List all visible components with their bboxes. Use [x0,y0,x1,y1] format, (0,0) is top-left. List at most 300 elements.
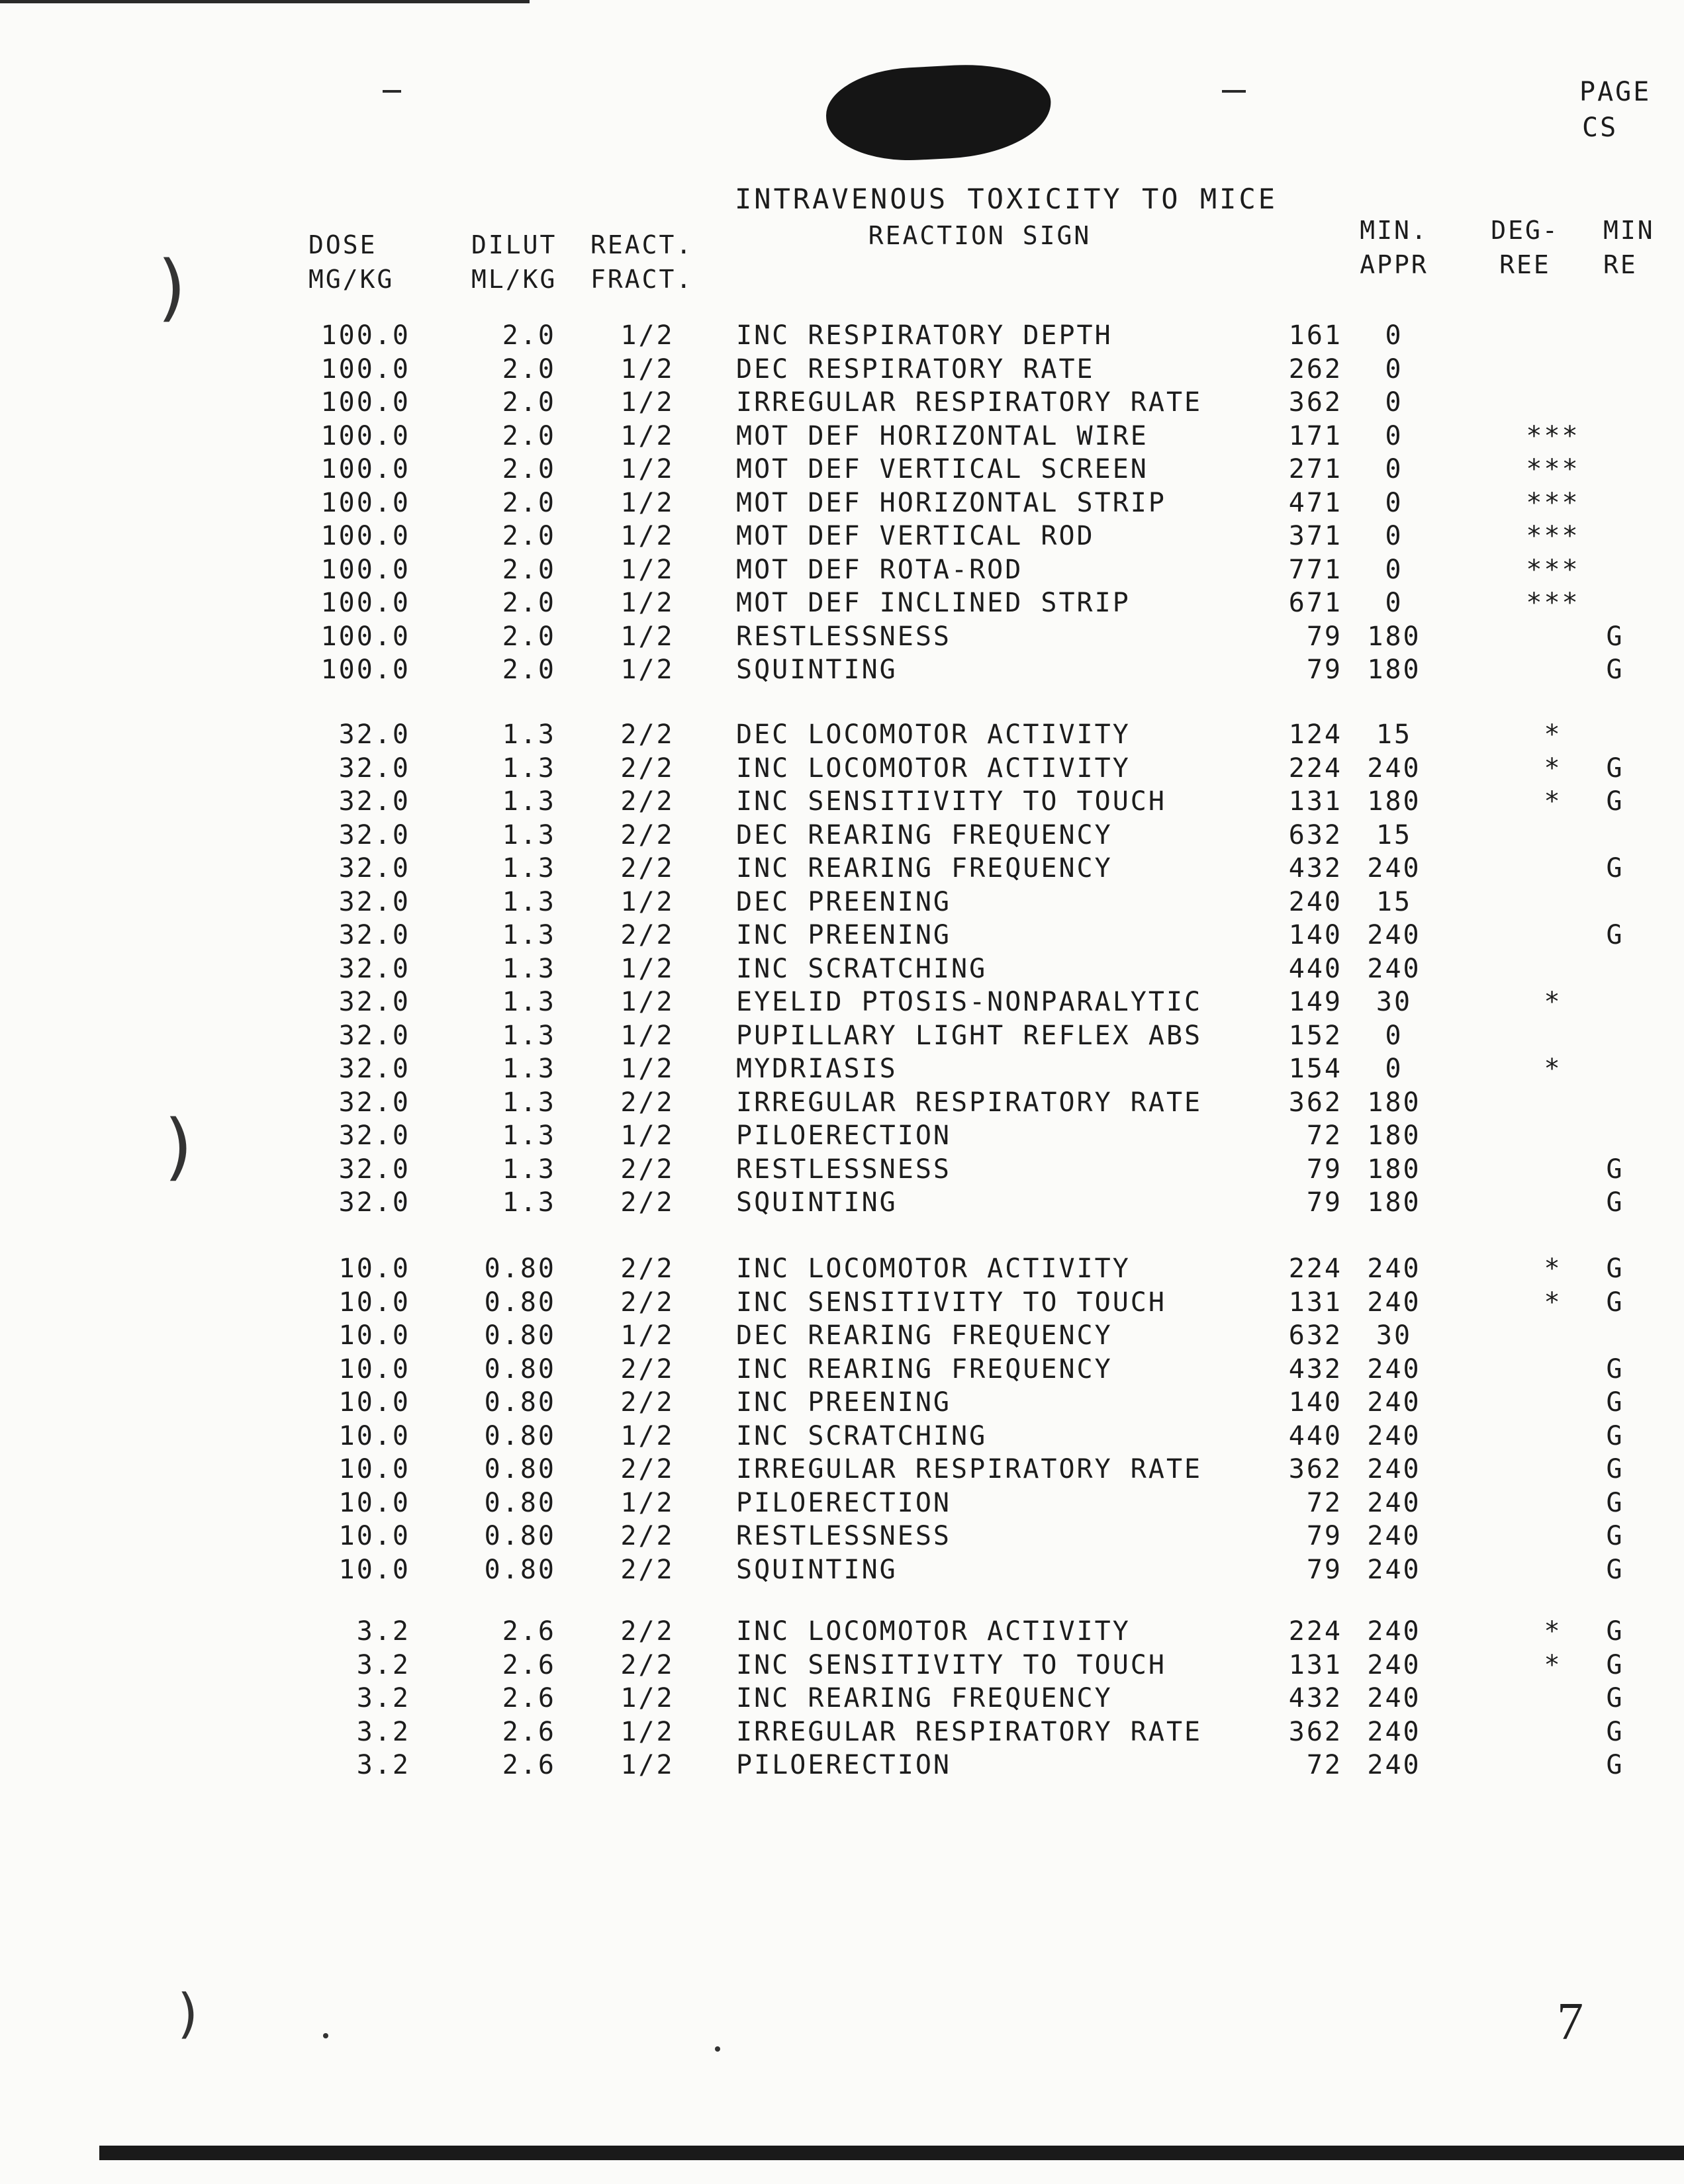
fraction-cell: 2/2 [620,1454,675,1484]
reaction-sign-cell: DEC REARING FREQUENCY [736,1320,1113,1351]
dilution-cell: 1.3 [502,987,556,1017]
flag-cell: G [1606,786,1624,817]
dilution-cell: 2.0 [502,655,556,685]
bottom-rule [99,2146,1684,2160]
flag-cell: G [1606,1454,1624,1484]
dose-cell: 10.0 [338,1554,410,1585]
sign-code-cell: 224 [1288,1253,1342,1284]
minutes-cell: 180 [1367,1154,1421,1185]
degree-cell: * [1544,786,1562,817]
reaction-sign-cell: DEC LOCOMOTOR ACTIVITY [736,719,1131,750]
degree-cell: * [1544,1649,1562,1680]
flag-cell: G [1606,752,1624,784]
sign-code-cell: 171 [1288,420,1342,451]
dose-cell: 10.0 [338,1487,410,1518]
dilution-cell: 1.3 [502,819,556,850]
fraction-cell: 1/2 [620,987,675,1017]
dilution-cell: 1.3 [502,752,556,784]
column-header-dilut: DILUT ML/KG [471,230,557,294]
table-row [0,852,1684,885]
sign-code-cell: 140 [1288,1387,1342,1418]
reaction-sign-cell: SQUINTING [736,655,898,685]
degree-cell: *** [1526,420,1580,451]
table-row [0,1019,1684,1052]
fraction-cell: 2/2 [620,1616,675,1647]
minutes-cell: 240 [1367,1616,1421,1647]
dilution-cell: 2.0 [502,320,556,351]
fraction-cell: 2/2 [620,819,675,850]
dilution-cell: 1.3 [502,786,556,817]
dilution-cell: 0.80 [484,1420,556,1451]
fraction-cell: 1/2 [620,1120,675,1151]
table-row [0,1615,1684,1648]
dose-cell: 100.0 [320,320,410,351]
minutes-cell: 15 [1376,719,1413,750]
minutes-cell: 0 [1385,387,1403,418]
dose-cell: 32.0 [338,886,410,917]
dilution-cell: 1.3 [502,920,556,950]
table-row [0,420,1684,453]
flag-cell: G [1606,1154,1624,1185]
dilution-cell: 1.3 [502,1154,556,1185]
dose-cell: 3.2 [356,1716,410,1747]
column-header-sign: REACTION SIGN [868,221,1092,250]
reaction-sign-cell: INC REARING FREQUENCY [736,1683,1113,1713]
minutes-cell: 180 [1367,655,1421,685]
sign-code-cell: 79 [1306,1554,1342,1585]
flag-cell: G [1606,1683,1624,1713]
table-row [0,819,1684,852]
dose-cell: 32.0 [338,719,410,750]
fraction-cell: 2/2 [620,752,675,784]
reaction-sign-cell: PILOERECTION [736,1487,951,1518]
table-row [0,1052,1684,1085]
reaction-sign-cell: MOT DEF HORIZONTAL STRIP [736,487,1166,518]
fraction-cell: 2/2 [620,1087,675,1118]
dose-cell: 32.0 [338,953,410,984]
dilution-cell: 1.3 [502,953,556,984]
sign-code-cell: 440 [1288,953,1342,984]
table-row [0,1119,1684,1152]
reaction-sign-cell: RESTLESSNESS [736,1154,951,1185]
fraction-cell: 2/2 [620,1253,675,1284]
dilution-cell: 1.3 [502,1120,556,1151]
sign-code-cell: 79 [1306,1521,1342,1551]
flag-cell: G [1606,1487,1624,1518]
table-row [0,1086,1684,1119]
reaction-sign-cell: MOT DEF ROTA-ROD [736,554,1023,585]
table-row [0,453,1684,486]
table-row [0,1520,1684,1553]
minutes-cell: 0 [1385,588,1403,618]
dose-cell: 3.2 [356,1683,410,1713]
degree-cell: * [1544,1253,1562,1284]
dilution-cell: 2.6 [502,1683,556,1713]
fraction-cell: 1/2 [620,454,675,484]
dose-cell: 10.0 [338,1420,410,1451]
table-row [0,752,1684,785]
punch-hole-mark-middle: ) [164,1104,193,1189]
table-row [0,653,1684,686]
degree-cell: * [1544,987,1562,1017]
fraction-cell: 1/2 [620,953,675,984]
dose-cell: 32.0 [338,819,410,850]
flag-cell: G [1606,1420,1624,1451]
fraction-cell: 2/2 [620,1154,675,1185]
reaction-sign-cell: INC LOCOMOTOR ACTIVITY [736,1616,1131,1647]
flag-cell: G [1606,621,1624,652]
table-row [0,1286,1684,1319]
flag-cell: G [1606,1554,1624,1585]
flag-cell: G [1606,1187,1624,1218]
sign-code-cell: 440 [1288,1420,1342,1451]
dilution-cell: 1.3 [502,719,556,750]
reaction-sign-cell: INC SCRATCHING [736,1420,988,1451]
fraction-cell: 2/2 [620,853,675,884]
sign-code-cell: 471 [1288,487,1342,518]
fraction-cell: 2/2 [620,1649,675,1680]
flag-cell: G [1606,1750,1624,1780]
sign-code-cell: 131 [1288,786,1342,817]
dose-cell: 100.0 [320,454,410,484]
table-row [0,1453,1684,1486]
dose-cell: 32.0 [338,786,410,817]
minutes-cell: 180 [1367,621,1421,652]
sign-code-cell: 262 [1288,353,1342,385]
reaction-sign-cell: INC SENSITIVITY TO TOUCH [736,1649,1166,1680]
fraction-cell: 2/2 [620,786,675,817]
sign-code-cell: 671 [1288,588,1342,618]
fraction-cell: 1/2 [620,320,675,351]
sign-code-cell: 240 [1288,886,1342,917]
column-header-degree: DEG- REE [1491,216,1560,279]
minutes-cell: 0 [1385,521,1403,551]
minutes-cell: 240 [1367,953,1421,984]
table-row [0,1649,1684,1682]
reaction-sign-cell: INC PREENING [736,1387,951,1418]
sign-code-cell: 79 [1306,1187,1342,1218]
minutes-cell: 240 [1367,1487,1421,1518]
minutes-cell: 240 [1367,1253,1421,1284]
dilution-cell: 1.3 [502,886,556,917]
fraction-cell: 1/2 [620,521,675,551]
reaction-sign-cell: IRREGULAR RESPIRATORY RATE [736,1087,1203,1118]
sign-code-cell: 224 [1288,752,1342,784]
minutes-cell: 240 [1367,1554,1421,1585]
dose-cell: 32.0 [338,1020,410,1051]
degree-cell: *** [1526,521,1580,551]
minutes-cell: 0 [1385,420,1403,451]
column-header-min-re: MIN RE [1603,216,1655,279]
minutes-cell: 240 [1367,1649,1421,1680]
degree-cell: * [1544,1287,1562,1318]
dilution-cell: 0.80 [484,1287,556,1318]
table-row [0,1386,1684,1419]
fraction-cell: 1/2 [620,1420,675,1451]
dose-cell: 10.0 [338,1287,410,1318]
minutes-cell: 240 [1367,1750,1421,1780]
fraction-cell: 1/2 [620,621,675,652]
reaction-sign-cell: PILOERECTION [736,1750,951,1780]
fraction-cell: 1/2 [620,1020,675,1051]
sign-code-cell: 161 [1288,320,1342,351]
dilution-cell: 0.80 [484,1521,556,1551]
table-row [0,520,1684,553]
column-header-react: REACT. FRACT. [590,230,694,294]
flag-cell: G [1606,1353,1624,1385]
flag-cell: G [1606,1253,1624,1284]
table-row [0,785,1684,818]
dilution-cell: 2.0 [502,554,556,585]
dose-cell: 100.0 [320,621,410,652]
sign-code-cell: 632 [1288,819,1342,850]
dilution-cell: 2.0 [502,353,556,385]
sign-code-cell: 432 [1288,1683,1342,1713]
table-row [0,319,1684,352]
column-header-dose: DOSE MG/KG [308,230,395,294]
degree-cell: *** [1526,554,1580,585]
table-row [0,1252,1684,1285]
dilution-cell: 2.0 [502,454,556,484]
dose-cell: 100.0 [320,521,410,551]
degree-cell: *** [1526,454,1580,484]
sign-code-cell: 362 [1288,1087,1342,1118]
reaction-sign-cell: INC LOCOMOTOR ACTIVITY [736,752,1131,784]
dose-cell: 32.0 [338,1120,410,1151]
minutes-cell: 0 [1385,554,1403,585]
dilution-cell: 2.0 [502,387,556,418]
sign-code-cell: 124 [1288,719,1342,750]
sign-code-cell: 632 [1288,1320,1342,1351]
fraction-cell: 1/2 [620,487,675,518]
minutes-cell: 15 [1376,819,1413,850]
table-row [0,486,1684,520]
fraction-cell: 2/2 [620,1287,675,1318]
dose-cell: 100.0 [320,387,410,418]
dilution-cell: 0.80 [484,1353,556,1385]
minutes-cell: 0 [1385,454,1403,484]
dose-cell: 100.0 [320,588,410,618]
table-row [0,553,1684,586]
fraction-cell: 1/2 [620,420,675,451]
minutes-cell: 0 [1385,353,1403,385]
reaction-sign-cell: DEC PREENING [736,886,951,917]
flag-cell: G [1606,1716,1624,1747]
table-row [0,1486,1684,1520]
degree-cell: * [1544,719,1562,750]
sign-code-cell: 771 [1288,554,1342,585]
fraction-cell: 1/2 [620,1716,675,1747]
fraction-cell: 1/2 [620,1320,675,1351]
dilution-cell: 2.6 [502,1716,556,1747]
fraction-cell: 1/2 [620,1750,675,1780]
dose-cell: 10.0 [338,1253,410,1284]
dilution-cell: 2.0 [502,621,556,652]
column-header-min: MIN. APPR [1360,216,1428,279]
dilution-cell: 2.6 [502,1750,556,1780]
dilution-cell: 0.80 [484,1554,556,1585]
table-row [0,919,1684,952]
reaction-sign-cell: INC REARING FREQUENCY [736,853,1113,884]
dilution-cell: 2.6 [502,1649,556,1680]
fraction-cell: 1/2 [620,588,675,618]
sign-code-cell: 131 [1288,1649,1342,1680]
page-label: PAGE [1579,77,1652,107]
reaction-sign-cell: INC REARING FREQUENCY [736,1353,1113,1385]
reaction-sign-cell: MYDRIASIS [736,1054,898,1084]
dilution-cell: 0.80 [484,1253,556,1284]
sign-code-cell: 140 [1288,920,1342,950]
table-row [0,952,1684,985]
fraction-cell: 1/2 [620,655,675,685]
minutes-cell: 240 [1367,920,1421,950]
sign-code-cell: 154 [1288,1054,1342,1084]
fraction-cell: 1/2 [620,886,675,917]
minutes-cell: 240 [1367,1420,1421,1451]
sign-code-cell: 362 [1288,387,1342,418]
sign-code-cell: 149 [1288,987,1342,1017]
dose-cell: 10.0 [338,1353,410,1385]
dilution-cell: 1.3 [502,1187,556,1218]
minutes-cell: 240 [1367,1454,1421,1484]
dose-cell: 10.0 [338,1454,410,1484]
table-row [0,1749,1684,1782]
reaction-sign-cell: INC RESPIRATORY DEPTH [736,320,1113,351]
degree-cell: * [1544,1054,1562,1084]
reaction-sign-cell: INC LOCOMOTOR ACTIVITY [736,1253,1131,1284]
dose-cell: 100.0 [320,554,410,585]
dilution-cell: 0.80 [484,1487,556,1518]
reaction-sign-cell: MOT DEF VERTICAL SCREEN [736,454,1148,484]
sign-code-cell: 72 [1306,1120,1342,1151]
sign-code-cell: 362 [1288,1716,1342,1747]
dilution-cell: 2.6 [502,1616,556,1647]
dilution-cell: 2.0 [502,588,556,618]
dilution-cell: 0.80 [484,1454,556,1484]
dilution-cell: 2.0 [502,487,556,518]
dilution-cell: 2.0 [502,521,556,551]
reaction-sign-cell: PILOERECTION [736,1120,951,1151]
minutes-cell: 0 [1385,320,1403,351]
page-number: 7 [1557,1993,1583,2051]
dose-cell: 10.0 [338,1387,410,1418]
sign-code-cell: 152 [1288,1020,1342,1051]
dose-cell: 3.2 [356,1750,410,1780]
dose-cell: 32.0 [338,1187,410,1218]
table-row [0,386,1684,419]
dose-cell: 32.0 [338,987,410,1017]
minutes-cell: 180 [1367,1187,1421,1218]
sign-code-cell: 131 [1288,1287,1342,1318]
fraction-cell: 1/2 [620,554,675,585]
punch-hole-mark-bottom: ) [177,1983,199,2044]
table-row [0,1153,1684,1186]
flag-cell: G [1606,920,1624,950]
dose-cell: 32.0 [338,752,410,784]
minutes-cell: 180 [1367,786,1421,817]
sign-code-cell: 79 [1306,621,1342,652]
minutes-cell: 240 [1367,1387,1421,1418]
dose-cell: 32.0 [338,1054,410,1084]
dilution-cell: 1.3 [502,1087,556,1118]
minutes-cell: 30 [1376,987,1413,1017]
dose-cell: 3.2 [356,1649,410,1680]
sign-code-cell: 432 [1288,1353,1342,1385]
reaction-sign-cell: SQUINTING [736,1554,898,1585]
table-row [0,1715,1684,1749]
dose-cell: 100.0 [320,655,410,685]
minutes-cell: 0 [1385,1054,1403,1084]
degree-cell: *** [1526,487,1580,518]
dose-cell: 100.0 [320,487,410,518]
table-row [0,586,1684,619]
dose-cell: 10.0 [338,1521,410,1551]
dose-cell: 32.0 [338,1154,410,1185]
fraction-cell: 2/2 [620,1521,675,1551]
fraction-cell: 2/2 [620,1353,675,1385]
reaction-sign-cell: INC SENSITIVITY TO TOUCH [736,1287,1166,1318]
table-row [0,886,1684,919]
dilution-cell: 0.80 [484,1320,556,1351]
reaction-sign-cell: PUPILLARY LIGHT REFLEX ABS [736,1020,1203,1051]
fraction-cell: 1/2 [620,387,675,418]
speck [323,2033,328,2038]
flag-cell: G [1606,1287,1624,1318]
table-row [0,1682,1684,1715]
reaction-sign-cell: IRREGULAR RESPIRATORY RATE [736,1716,1203,1747]
sign-code-cell: 224 [1288,1616,1342,1647]
sign-code-cell: 432 [1288,853,1342,884]
sign-code-cell: 79 [1306,655,1342,685]
dilution-cell: 0.80 [484,1387,556,1418]
dilution-cell: 1.3 [502,1020,556,1051]
dose-cell: 32.0 [338,920,410,950]
reaction-sign-cell: EYELID PTOSIS-NONPARALYTIC [736,987,1203,1017]
reaction-sign-cell: INC SCRATCHING [736,953,988,984]
minutes-cell: 240 [1367,1683,1421,1713]
minutes-cell: 240 [1367,1521,1421,1551]
dose-cell: 32.0 [338,853,410,884]
reaction-sign-cell: MOT DEF VERTICAL ROD [736,521,1095,551]
degree-cell: *** [1526,588,1580,618]
table-row [0,718,1684,751]
sign-code-cell: 271 [1288,454,1342,484]
minutes-cell: 30 [1376,1320,1413,1351]
minutes-cell: 0 [1385,487,1403,518]
minutes-cell: 180 [1367,1120,1421,1151]
dilution-cell: 2.0 [502,420,556,451]
fraction-cell: 2/2 [620,920,675,950]
minutes-cell: 180 [1367,1087,1421,1118]
dose-cell: 3.2 [356,1616,410,1647]
minutes-cell: 0 [1385,1020,1403,1051]
punch-hole-mark-top: ) [158,245,186,330]
reaction-sign-cell: IRREGULAR RESPIRATORY RATE [736,1454,1203,1484]
dilution-cell: 1.3 [502,1054,556,1084]
page-code: CS [1582,113,1618,143]
degree-cell: * [1544,752,1562,784]
flag-cell: G [1606,1521,1624,1551]
reaction-sign-cell: INC PREENING [736,920,951,950]
flag-cell: G [1606,853,1624,884]
reaction-sign-cell: SQUINTING [736,1187,898,1218]
dose-cell: 100.0 [320,420,410,451]
reaction-sign-cell: INC SENSITIVITY TO TOUCH [736,786,1166,817]
fraction-cell: 2/2 [620,1554,675,1585]
sign-code-cell: 362 [1288,1454,1342,1484]
table-row [0,1186,1684,1219]
minutes-cell: 15 [1376,886,1413,917]
